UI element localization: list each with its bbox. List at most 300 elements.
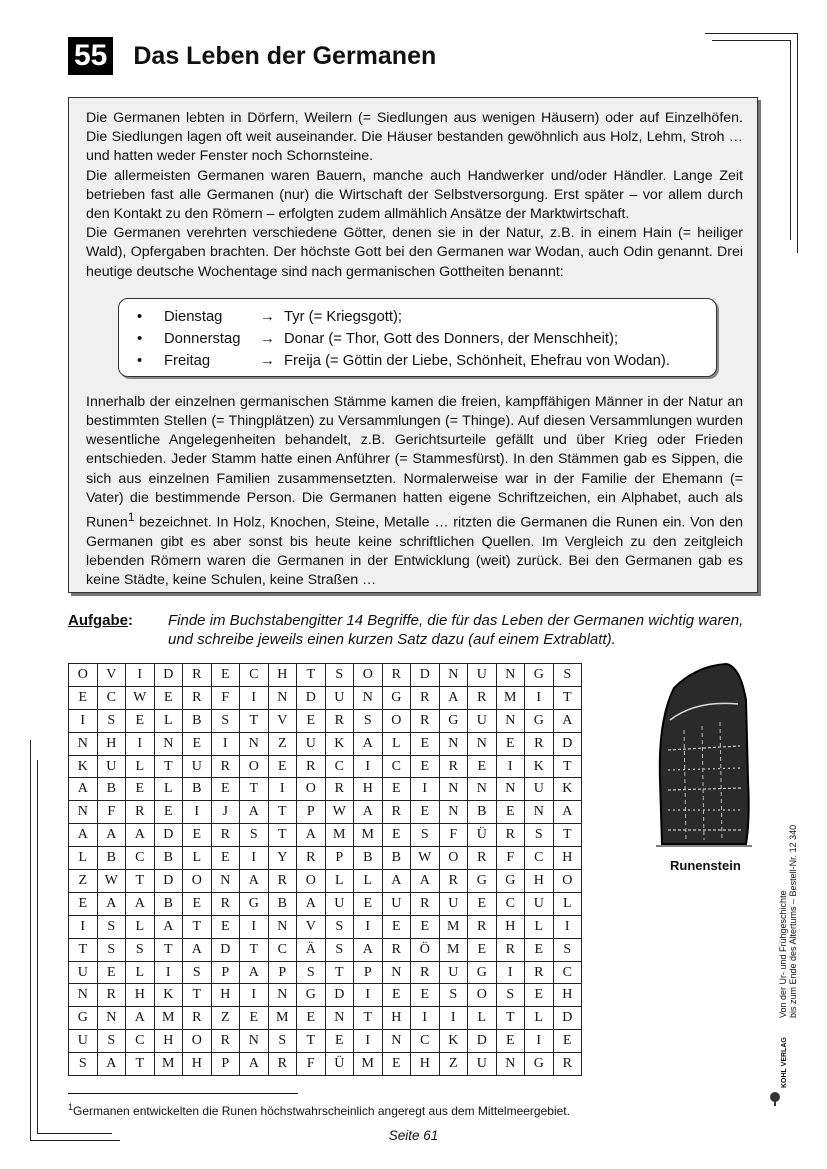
grid-cell: R (126, 801, 155, 824)
grid-cell: G (240, 892, 269, 915)
grid-cell: E (325, 1030, 354, 1053)
grid-cell: E (97, 961, 126, 984)
grid-cell: E (525, 938, 554, 961)
grid-cell: I (268, 778, 297, 801)
grid-cell: H (496, 915, 525, 938)
grid-cell: N (496, 664, 525, 687)
arrow-icon: → (260, 352, 275, 369)
grid-row (69, 686, 582, 709)
grid-cell: T (325, 961, 354, 984)
grid-cell: S (97, 938, 126, 961)
grid-cell: R (525, 961, 554, 984)
grid-cell: I (69, 709, 98, 732)
grid-cell: N (496, 1053, 525, 1076)
task-label-text: Aufgabe (68, 612, 128, 629)
grid-cell: E (468, 938, 497, 961)
grid-cell: C (553, 961, 582, 984)
word-search-grid (68, 663, 582, 1076)
arrow-icon: → (260, 330, 275, 347)
grid-cell: E (496, 801, 525, 824)
footnote-mark: 1 (68, 1102, 74, 1112)
grid-cell: N (268, 984, 297, 1007)
grid-cell: R (183, 664, 212, 687)
grid-cell: D (553, 1007, 582, 1030)
grid-cell: J (211, 801, 240, 824)
grid-cell: S (325, 915, 354, 938)
grid-cell: S (553, 664, 582, 687)
chapter-number: 55 (68, 37, 113, 75)
grid-cell: I (69, 915, 98, 938)
grid-cell: T (126, 1053, 155, 1076)
grid-row (69, 1007, 582, 1030)
text: bezeichnet. In Holz, Knochen, Steine, Metalle … ritzten die Germanen die Runen ein. Von den Germanen gibt es aber sonst bis heute keine schriftlichen Quellen. Im Vergleich zu den zeitgleich lebenden Römern waren die Germanen in der Entwicklung (weit) zurück. Bei den Germanen gab es keine Städte, keine Schulen, keine Straßen … (86, 514, 743, 589)
grid-cell: N (268, 686, 297, 709)
paragraph (86, 393, 743, 591)
grid-cell: H (553, 984, 582, 1007)
grid-cell: H (126, 984, 155, 1007)
grid-cell: I (126, 664, 155, 687)
grid-cell: H (268, 664, 297, 687)
grid-cell: R (297, 755, 326, 778)
grid-cell: R (496, 938, 525, 961)
grid-cell: L (525, 1007, 554, 1030)
grid-cell: G (468, 870, 497, 893)
grid-row (69, 732, 582, 755)
grid-cell: G (69, 1007, 98, 1030)
grid-cell: L (183, 847, 212, 870)
grid-cell: H (97, 732, 126, 755)
grid-cell: E (354, 892, 383, 915)
grid-cell: E (211, 915, 240, 938)
grid-cell: R (468, 847, 497, 870)
grid-cell: A (97, 892, 126, 915)
footnote (68, 1102, 570, 1118)
grid-cell: R (183, 1007, 212, 1030)
frame-line (705, 33, 797, 34)
grid-cell: E (411, 801, 440, 824)
grid-cell: C (411, 1030, 440, 1053)
grid-cell: I (553, 915, 582, 938)
page-title: Das Leben der Germanen (133, 41, 437, 70)
bullet: • (137, 330, 143, 347)
grid-cell: T (240, 709, 269, 732)
grid-cell: N (439, 801, 468, 824)
arrow-icon: → (260, 308, 275, 325)
side-imprint (778, 778, 798, 1018)
list-item (137, 350, 704, 372)
grid-cell: L (69, 847, 98, 870)
grid-cell: A (240, 801, 269, 824)
grid-cell: E (297, 709, 326, 732)
grid-cell: E (382, 778, 411, 801)
grid-cell: I (411, 1007, 440, 1030)
grid-cell: I (240, 915, 269, 938)
paragraph: Die Germanen lebten in Dörfern, Weilern (= Siedlungen aus wenigen Häusern) oder auf Einzelhöfen. Die Siedlungen lagen oft weit auseinander. Die Häuser bestanden gewöhnlich aus Holz, Lehm, Stroh … und hatten weder Fenster noch Schornsteine. (86, 110, 743, 165)
image-caption: Runenstein (670, 858, 741, 873)
grid-cell: A (126, 824, 155, 847)
grid-cell: N (439, 778, 468, 801)
grid-cell: I (211, 732, 240, 755)
grid-cell: T (240, 938, 269, 961)
grid-cell: I (354, 984, 383, 1007)
grid-cell: R (496, 824, 525, 847)
grid-cell: S (496, 984, 525, 1007)
grid-cell: U (468, 664, 497, 687)
grid-cell: T (126, 870, 155, 893)
grid-cell: H (354, 778, 383, 801)
paragraph: Die allermeisten Germanen waren Bauern, manche auch Handwerker und/oder Händler. Lange Zeit betrieben fast alle Germanen (nur) die Wirtschaft der Selbstversorgung. Erst später – vor allem durch den Kontakt zu den Römern – erfolgten zudem allmählich Ansätze der Marktwirtschaft. (86, 167, 743, 223)
grid-cell: A (97, 824, 126, 847)
grid-cell: Ü (325, 1053, 354, 1076)
grid-cell: N (496, 709, 525, 732)
grid-cell: R (97, 984, 126, 1007)
grid-cell: F (97, 801, 126, 824)
grid-cell: A (240, 870, 269, 893)
grid-cell: E (382, 915, 411, 938)
grid-cell: O (183, 870, 212, 893)
grid-cell: E (496, 1030, 525, 1053)
grid-cell: B (354, 847, 383, 870)
grid-cell: C (496, 892, 525, 915)
grid-cell: C (268, 938, 297, 961)
grid-cell: L (154, 709, 183, 732)
grid-cell: L (126, 961, 155, 984)
grid-cell: E (411, 984, 440, 1007)
side-text-line: bis zum Ende des Altertums – Bestell-Nr. 12 340 (788, 824, 798, 1018)
grid-cell: M (439, 938, 468, 961)
grid-cell: W (411, 847, 440, 870)
grid-cell: G (297, 984, 326, 1007)
list-item (137, 328, 704, 350)
grid-cell: U (325, 892, 354, 915)
grid-row (69, 870, 582, 893)
grid-cell: E (154, 686, 183, 709)
grid-cell: I (354, 755, 383, 778)
grid-cell: S (553, 938, 582, 961)
grid-cell: M (268, 1007, 297, 1030)
grid-cell: U (69, 1030, 98, 1053)
grid-cell: G (525, 709, 554, 732)
grid-row (69, 847, 582, 870)
frame-line (790, 40, 791, 240)
grid-cell: I (240, 847, 269, 870)
bullet: • (137, 308, 143, 325)
grid-cell: L (154, 778, 183, 801)
grid-cell: P (297, 801, 326, 824)
grid-cell: E (69, 686, 98, 709)
grid-cell: T (154, 755, 183, 778)
grid-cell: U (468, 709, 497, 732)
grid-cell: E (126, 778, 155, 801)
grid-cell: L (468, 1007, 497, 1030)
grid-cell: P (268, 961, 297, 984)
grid-cell: C (97, 686, 126, 709)
task-text: Finde im Buchstabengitter 14 Begriffe, die für das Leben der Germanen wichtig waren, und schreibe jeweils einen kurzen Satz dazu (auf einem Extrablatt). (168, 612, 744, 648)
grid-cell: Ä (297, 938, 326, 961)
grid-cell: E (411, 732, 440, 755)
grid-cell: C (240, 664, 269, 687)
grid-cell: R (468, 915, 497, 938)
grid-cell: G (525, 1053, 554, 1076)
grid-cell: D (468, 1030, 497, 1053)
grid-cell: B (154, 847, 183, 870)
grid-cell: I (525, 686, 554, 709)
bullet: • (137, 352, 143, 369)
weekday: Dienstag (164, 308, 223, 325)
grid-cell: U (69, 961, 98, 984)
grid-cell: O (240, 755, 269, 778)
grid-cell: E (211, 847, 240, 870)
grid-cell: R (211, 824, 240, 847)
grid-cell: B (97, 847, 126, 870)
grid-cell: S (268, 1030, 297, 1053)
task-section (68, 611, 748, 649)
grid-row (69, 915, 582, 938)
grid-cell: S (126, 938, 155, 961)
grid-cell: N (439, 732, 468, 755)
grid-cell: M (439, 915, 468, 938)
grid-cell: M (354, 1053, 383, 1076)
grid-cell: I (126, 732, 155, 755)
grid-cell: K (69, 755, 98, 778)
grid-cell: R (525, 732, 554, 755)
grid-cell: A (240, 1053, 269, 1076)
grid-cell: N (439, 664, 468, 687)
grid-cell: U (382, 892, 411, 915)
grid-cell: I (183, 801, 212, 824)
grid-cell: M (154, 1007, 183, 1030)
grid-cell: E (382, 824, 411, 847)
grid-cell: R (439, 870, 468, 893)
grid-cell: T (240, 778, 269, 801)
grid-cell: E (382, 1053, 411, 1076)
grid-cell: N (69, 732, 98, 755)
weekday: Freitag (164, 352, 211, 369)
grid-cell: C (126, 847, 155, 870)
grid-cell: A (69, 824, 98, 847)
grid-cell: A (439, 686, 468, 709)
grid-cell: H (183, 1053, 212, 1076)
grid-cell: T (69, 938, 98, 961)
grid-cell: C (525, 847, 554, 870)
grid-cell: R (439, 755, 468, 778)
grid-cell: L (354, 870, 383, 893)
grid-row (69, 801, 582, 824)
grid-cell: U (439, 892, 468, 915)
grid-cell: R (553, 1053, 582, 1076)
text: Innerhalb der einzelnen germanischen Stämme kamen die freien, kampffähigen Männer in der Natur an bestimmten Stellen (= Thingplätzen) zu Versammlungen (= Thinge). Auf diesen Versammlungen wurden wesentliche Angelegenheiten behandelt, z.B. Gerichtsurteile gefällt und über Krieg oder Frieden entschieden. Jeder Stamm hatte einen Anführer (= Stammesfürst). In den Stämmen gab es Sippen, die sich aus einzelnen Familien zusammensetzten. Normalerweise war in der Familie der Ehemann (= Vater) die bestimmende Person. Die Germanen hatten eigene Schriftzeichen, ein Alphabet, auch als Runen (86, 393, 743, 531)
weekday: Donnerstag (164, 330, 241, 347)
grid-cell: I (496, 755, 525, 778)
grid-cell: E (468, 755, 497, 778)
grid-cell: N (468, 732, 497, 755)
grid-cell: V (268, 709, 297, 732)
grid-cell: B (183, 709, 212, 732)
grid-cell: A (297, 824, 326, 847)
grid-cell: R (268, 1053, 297, 1076)
grid-row (69, 961, 582, 984)
grid-cell: B (154, 892, 183, 915)
grid-cell: Z (69, 870, 98, 893)
grid-cell: O (439, 847, 468, 870)
grid-cell: H (553, 847, 582, 870)
grid-cell: V (297, 915, 326, 938)
grid-cell: N (525, 801, 554, 824)
grid-cell: H (525, 870, 554, 893)
grid-cell: O (69, 664, 98, 687)
grid-cell: M (154, 1053, 183, 1076)
grid-row (69, 824, 582, 847)
tree-logo-icon (768, 1092, 782, 1106)
grid-cell: C (126, 1030, 155, 1053)
grid-cell: R (411, 686, 440, 709)
grid-cell: N (354, 686, 383, 709)
grid-row (69, 1053, 582, 1076)
grid-cell: P (354, 961, 383, 984)
grid-cell: A (183, 938, 212, 961)
runestone-icon (656, 660, 752, 850)
grid-cell: R (382, 801, 411, 824)
grid-cell: I (525, 1030, 554, 1053)
grid-cell: N (97, 1007, 126, 1030)
grid-cell: T (553, 824, 582, 847)
grid-cell: Y (268, 847, 297, 870)
grid-cell: T (183, 984, 212, 1007)
grid-cell: O (183, 1030, 212, 1053)
frame-line (712, 40, 790, 41)
grid-cell: S (69, 1053, 98, 1076)
grid-cell: R (297, 847, 326, 870)
grid-cell: S (97, 1030, 126, 1053)
grid-cell: S (211, 709, 240, 732)
grid-cell: S (297, 961, 326, 984)
grid-cell: E (240, 1007, 269, 1030)
grid-cell: E (183, 732, 212, 755)
grid-cell: T (297, 1030, 326, 1053)
grid-cell: E (411, 755, 440, 778)
grid-cell: E (154, 801, 183, 824)
grid-cell: G (382, 686, 411, 709)
grid-cell: R (468, 686, 497, 709)
grid-cell: S (325, 938, 354, 961)
grid-cell: R (268, 870, 297, 893)
grid-cell: T (297, 664, 326, 687)
grid-cell: A (354, 801, 383, 824)
grid-cell: M (325, 824, 354, 847)
grid-cell: R (382, 664, 411, 687)
grid-cell: U (325, 686, 354, 709)
grid-cell: R (183, 686, 212, 709)
grid-cell: Z (268, 732, 297, 755)
grid-cell: N (240, 1030, 269, 1053)
grid-cell: I (354, 1030, 383, 1053)
grid-cell: N (268, 915, 297, 938)
grid-cell: M (496, 686, 525, 709)
grid-cell: E (297, 1007, 326, 1030)
grid-cell: G (468, 961, 497, 984)
grid-cell: G (439, 709, 468, 732)
paragraph: Die Germanen verehrten verschiedene Götter, denen sie in der Natur, z.B. in einem Hain (= heiliger Wald), Opfergaben brachten. Der höchste Gott bei den Germanen war Wodan, auch Odin genannt. Drei heutige deutsche Wochentage sind nach germanischen Gottheiten benannt: (86, 225, 743, 280)
grid-cell: B (382, 847, 411, 870)
god-description: Freija (= Göttin der Liebe, Schönheit, Ehefrau von Wodan). (284, 352, 670, 369)
grid-cell: A (154, 915, 183, 938)
grid-cell: N (468, 778, 497, 801)
grid-row (69, 778, 582, 801)
publisher-name: KOHL VERLAG (781, 1037, 788, 1088)
grid-cell: N (325, 1007, 354, 1030)
page-number: Seite 61 (388, 1128, 439, 1143)
grid-cell: F (439, 824, 468, 847)
side-text-line: Von der Ur- und Frühgeschichte (778, 890, 788, 1018)
grid-cell: H (211, 984, 240, 1007)
grid-cell: A (382, 870, 411, 893)
grid-cell: E (183, 892, 212, 915)
grid-cell: E (411, 915, 440, 938)
grid-cell: T (154, 938, 183, 961)
grid-cell: N (211, 870, 240, 893)
footnote-text: Germanen entwickelten die Runen höchstwahrscheinlich angeregt aus dem Mittelmeergebiet. (73, 1104, 570, 1118)
grid-cell: S (525, 824, 554, 847)
grid-cell: T (268, 824, 297, 847)
grid-cell: A (553, 709, 582, 732)
grid-cell: A (354, 732, 383, 755)
grid-cell: U (97, 755, 126, 778)
grid-cell: T (354, 1007, 383, 1030)
grid-cell: A (240, 961, 269, 984)
grid-cell: G (525, 664, 554, 687)
grid-cell: R (411, 961, 440, 984)
grid-cell: O (382, 709, 411, 732)
grid-cell: V (97, 664, 126, 687)
grid-cell: Z (211, 1007, 240, 1030)
grid-cell: U (183, 755, 212, 778)
task-label-colon: : (128, 612, 133, 629)
grid-cell: T (183, 915, 212, 938)
grid-cell: R (211, 1030, 240, 1053)
frame-line (797, 33, 798, 253)
grid-cell: O (297, 870, 326, 893)
grid-cell: S (183, 961, 212, 984)
frame-line (30, 740, 31, 1140)
grid-cell: K (553, 778, 582, 801)
grid-row (69, 1030, 582, 1053)
grid-cell: H (154, 1030, 183, 1053)
grid-cell: N (382, 1030, 411, 1053)
god-description: Donar (= Thor, Gott des Donners, der Menschheit); (284, 330, 619, 347)
grid-cell: R (411, 892, 440, 915)
grid-cell: E (69, 892, 98, 915)
task-label (68, 611, 168, 649)
grid-cell: H (411, 1053, 440, 1076)
grid-cell: A (97, 1053, 126, 1076)
footnote-mark: 1 (127, 510, 135, 525)
grid-cell: S (439, 984, 468, 1007)
grid-cell: O (297, 778, 326, 801)
grid-cell: E (211, 778, 240, 801)
grid-cell: I (411, 778, 440, 801)
grid-cell: D (154, 664, 183, 687)
grid-cell: I (439, 1007, 468, 1030)
grid-cell: Ö (411, 938, 440, 961)
grid-cell: A (553, 801, 582, 824)
grid-cell: C (382, 755, 411, 778)
grid-cell: E (183, 824, 212, 847)
grid-cell: O (468, 984, 497, 1007)
grid-cell: I (354, 915, 383, 938)
grid-cell: K (525, 755, 554, 778)
grid-cell: N (154, 732, 183, 755)
grid-row (69, 709, 582, 732)
